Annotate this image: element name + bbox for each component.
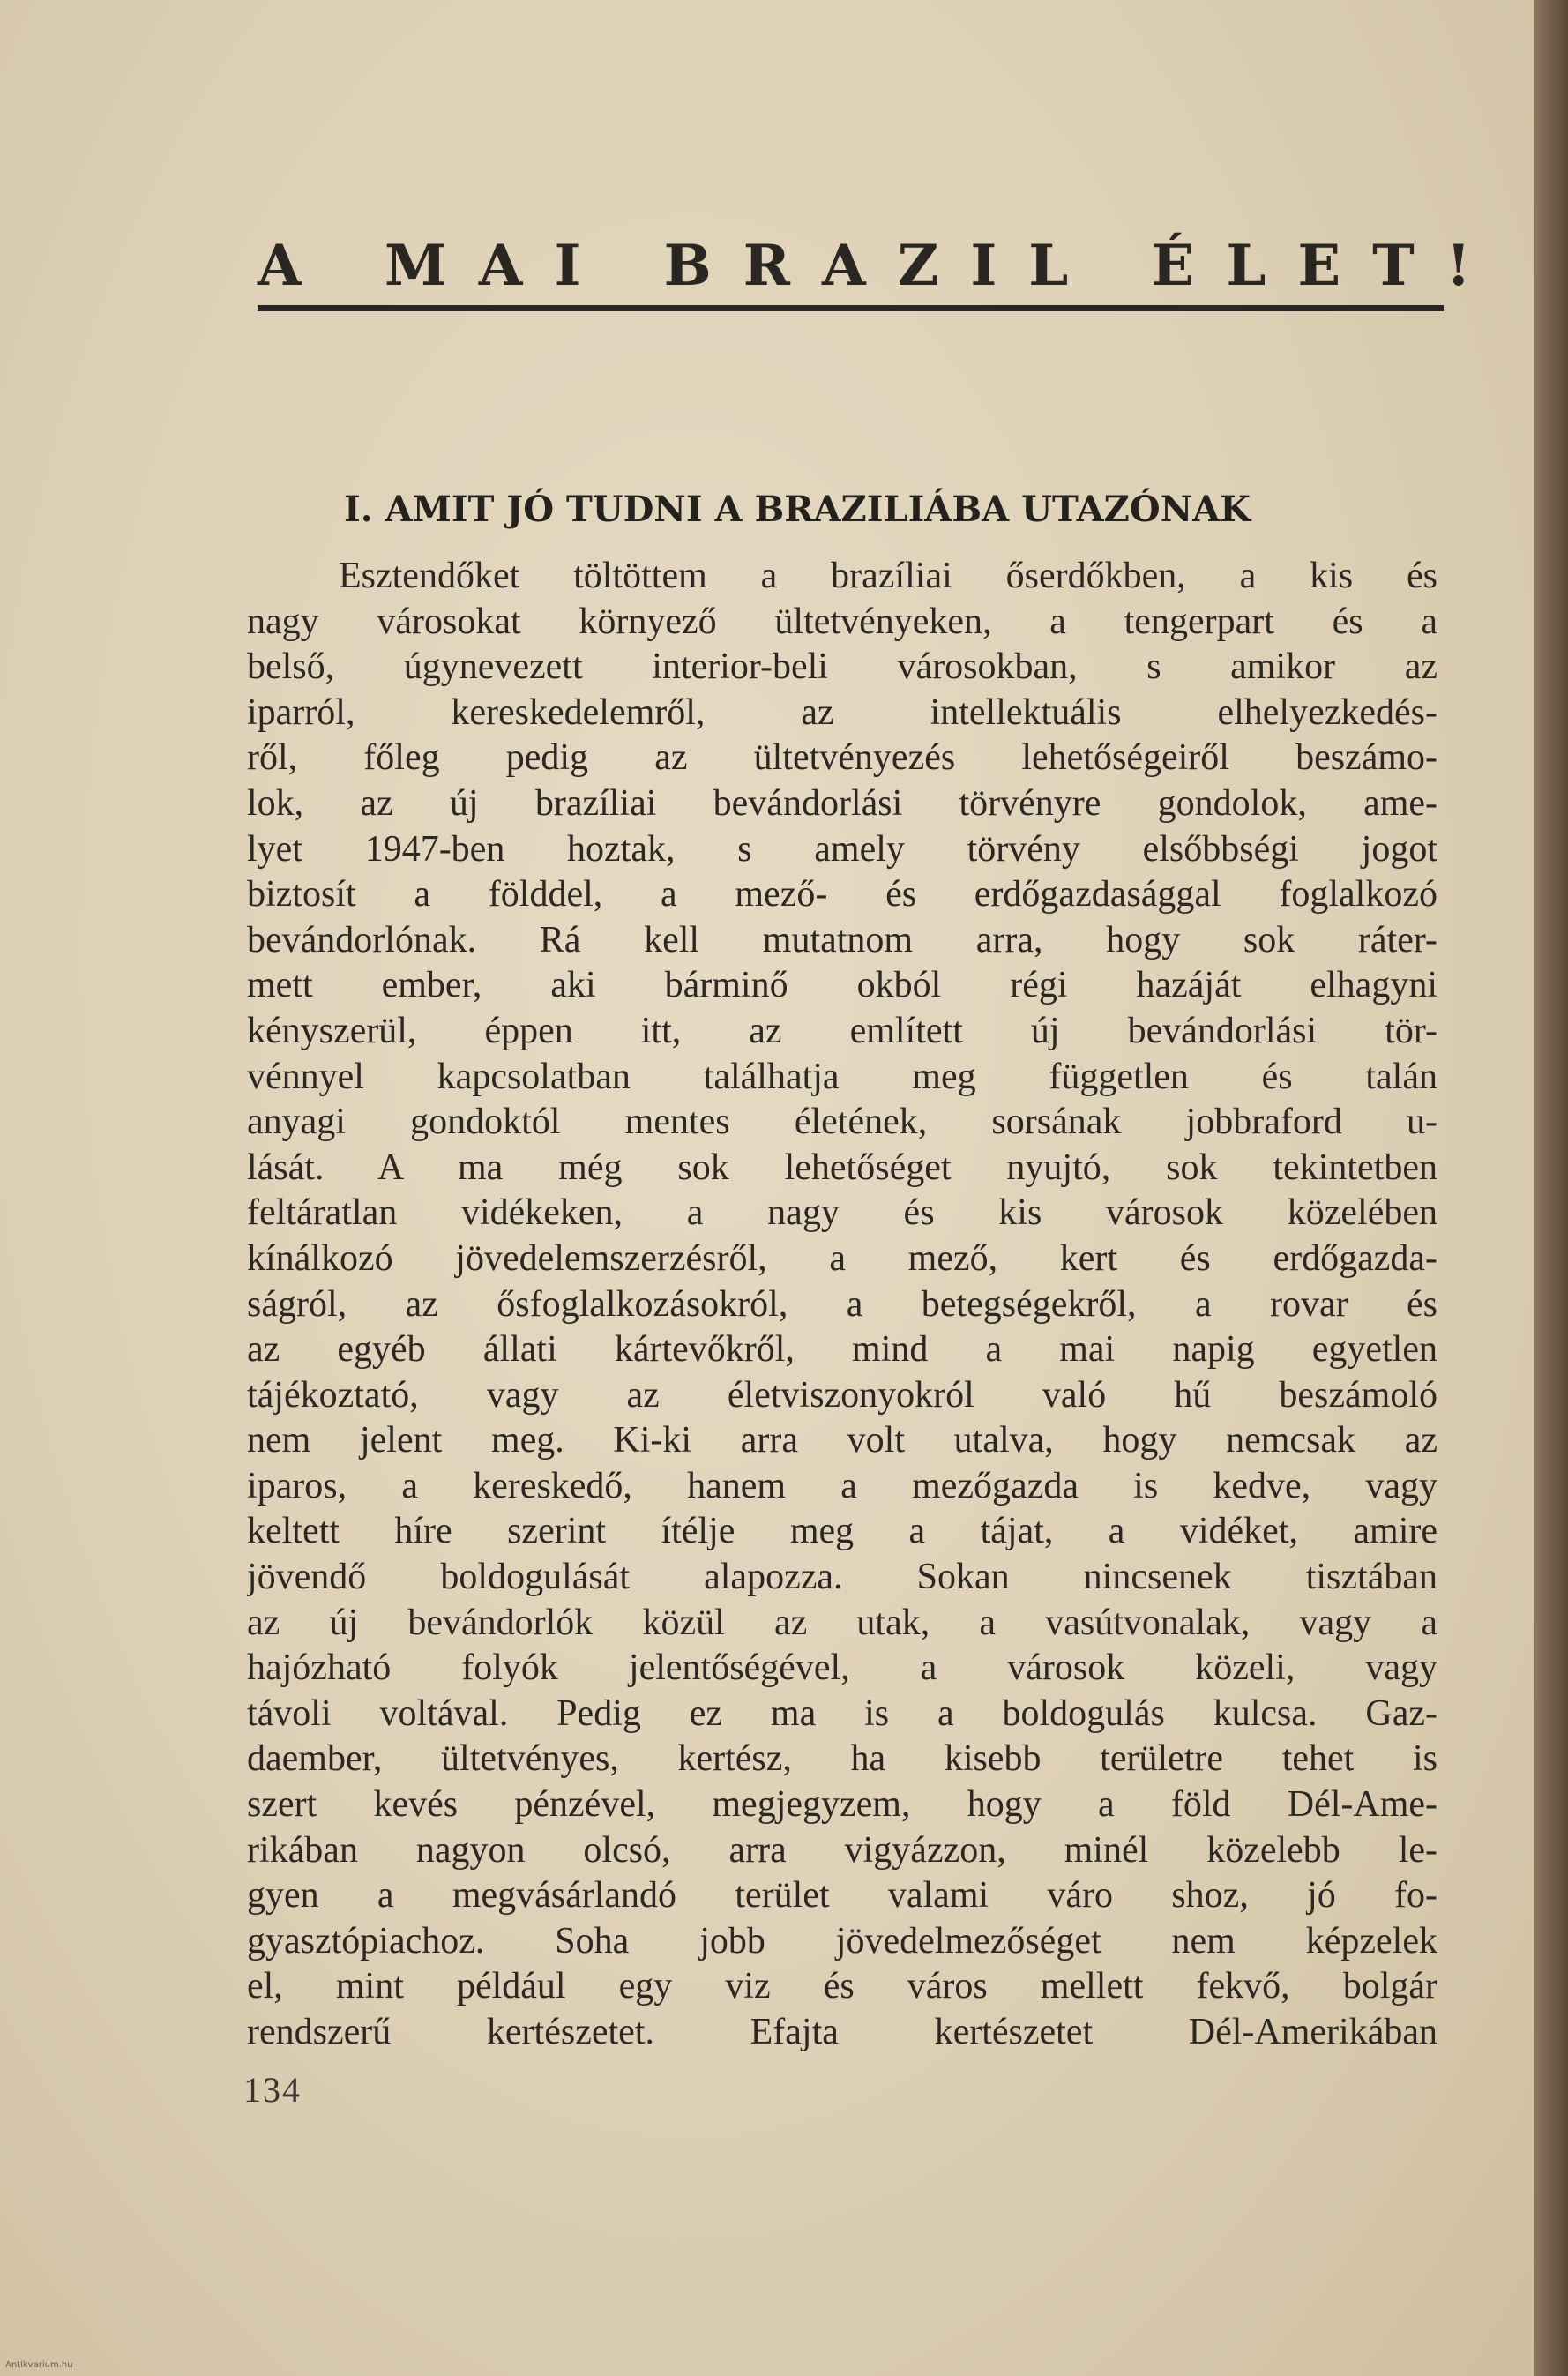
text-line: rikában nagyon olcsó, arra vigyázzon, minél közelebb le- — [247, 1829, 1437, 1871]
text-line: el, mint például egy viz és város mellett fekvő, bolgár — [247, 1966, 1437, 2007]
text-line: Esztendőket töltöttem a brazíliai őserdőkben, a kis és — [339, 556, 1437, 596]
text-line: távoli voltával. Pedig ez ma is a boldogulás kulcsa. Gaz- — [247, 1692, 1437, 1734]
text-line: keltett híre szerint ítélje meg a tájat, a vidéket, amire — [247, 1511, 1437, 1552]
text-line: bevándorlónak. Rá kell mutatnom arra, hogy sok ráter- — [247, 919, 1437, 960]
text-line: nagy városokat környező ültetvényeken, a tengerpart és a — [247, 601, 1437, 642]
text-line: lyet 1947-ben hoztak, s amely törvény elsőbbségi jogot — [247, 828, 1437, 870]
page-number: 134 — [243, 2070, 302, 2110]
section-heading: I. AMIT JÓ TUDNI A BRAZILIÁBA UTAZÓNAK — [344, 489, 1251, 530]
text-line: nem jelent meg. Ki-ki arra volt utalva, hogy nemcsak az — [247, 1420, 1437, 1461]
text-line: daember, ültetvényes, kertész, ha kisebb területre tehet is — [247, 1738, 1437, 1780]
text-line: szert kevés pénzével, megjegyzem, hogy a föld Dél-Ame- — [247, 1784, 1437, 1826]
header-rule — [258, 305, 1444, 311]
text-line: az egyéb állati kártevőkről, mind a mai napig egyetlen — [247, 1329, 1437, 1371]
page-edge — [1534, 0, 1568, 2376]
text-line: anyagi gondoktól mentes életének, sorsának jobbraford u- — [247, 1102, 1437, 1143]
text-line: jövendő boldogulását alapozza. Sokan nincsenek tisztában — [247, 1557, 1437, 1598]
text-line: hajózható folyók jelentőségével, a városok közeli, vagy — [247, 1648, 1437, 1689]
text-line: ságról, az ősfoglalkozásokról, a betegségekről, a rovar és — [247, 1283, 1437, 1325]
text-line: rendszerű kertészetet. Efajta kertészetet Dél-Amerikában — [247, 2012, 1437, 2052]
text-line: iparos, a kereskedő, hanem a mezőgazda is kedve, vagy — [247, 1465, 1437, 1506]
text-line: ről, főleg pedig az ültetvényezés lehetőségeiről beszámo- — [247, 737, 1437, 779]
page-header — [258, 231, 1503, 310]
text-line: belső, úgynevezett interior-beli városokban, s amikor az — [247, 646, 1437, 688]
running-title: A MAI BRAZIL ÉLET! — [258, 233, 1503, 299]
text-line: gyasztópiachoz. Soha jobb jövedelmezőséget nem képzelek — [247, 1920, 1437, 1961]
text-line: feltáratlan vidékeken, a nagy és kis városok közelében — [247, 1192, 1437, 1234]
text-line: mett ember, aki bárminő okból régi hazáját elhagyni — [247, 965, 1437, 1006]
text-line: kínálkozó jövedelemszerzésről, a mező, kert és erdőgazda- — [247, 1237, 1437, 1279]
text-line: tájékoztató, vagy az életviszonyokról való hű beszámoló — [247, 1374, 1437, 1416]
text-line: lok, az új brazíliai bevándorlási törvényre gondolok, ame- — [247, 782, 1437, 824]
text-line: gyen a megvásárlandó terület valami váro shoz, jó fo- — [247, 1875, 1437, 1916]
watermark: Antikvarium.hu — [5, 2360, 73, 2370]
text-line: kényszerül, éppen itt, az említett új bevándorlási tör- — [247, 1010, 1437, 1051]
text-line: vénnyel kapcsolatban találhatja meg független és talán — [247, 1056, 1437, 1097]
text-line: az új bevándorlók közül az utak, a vasútvonalak, vagy a — [247, 1602, 1437, 1643]
text-line: lását. A ma még sok lehetőséget nyujtó, sok tekintetben — [247, 1147, 1437, 1188]
body-text — [247, 554, 1437, 2056]
text-line: biztosít a földdel, a mező- és erdőgazdasággal foglalkozó — [247, 874, 1437, 915]
text-line: iparról, kereskedelemről, az intellektuális elhelyezkedés- — [247, 691, 1437, 733]
